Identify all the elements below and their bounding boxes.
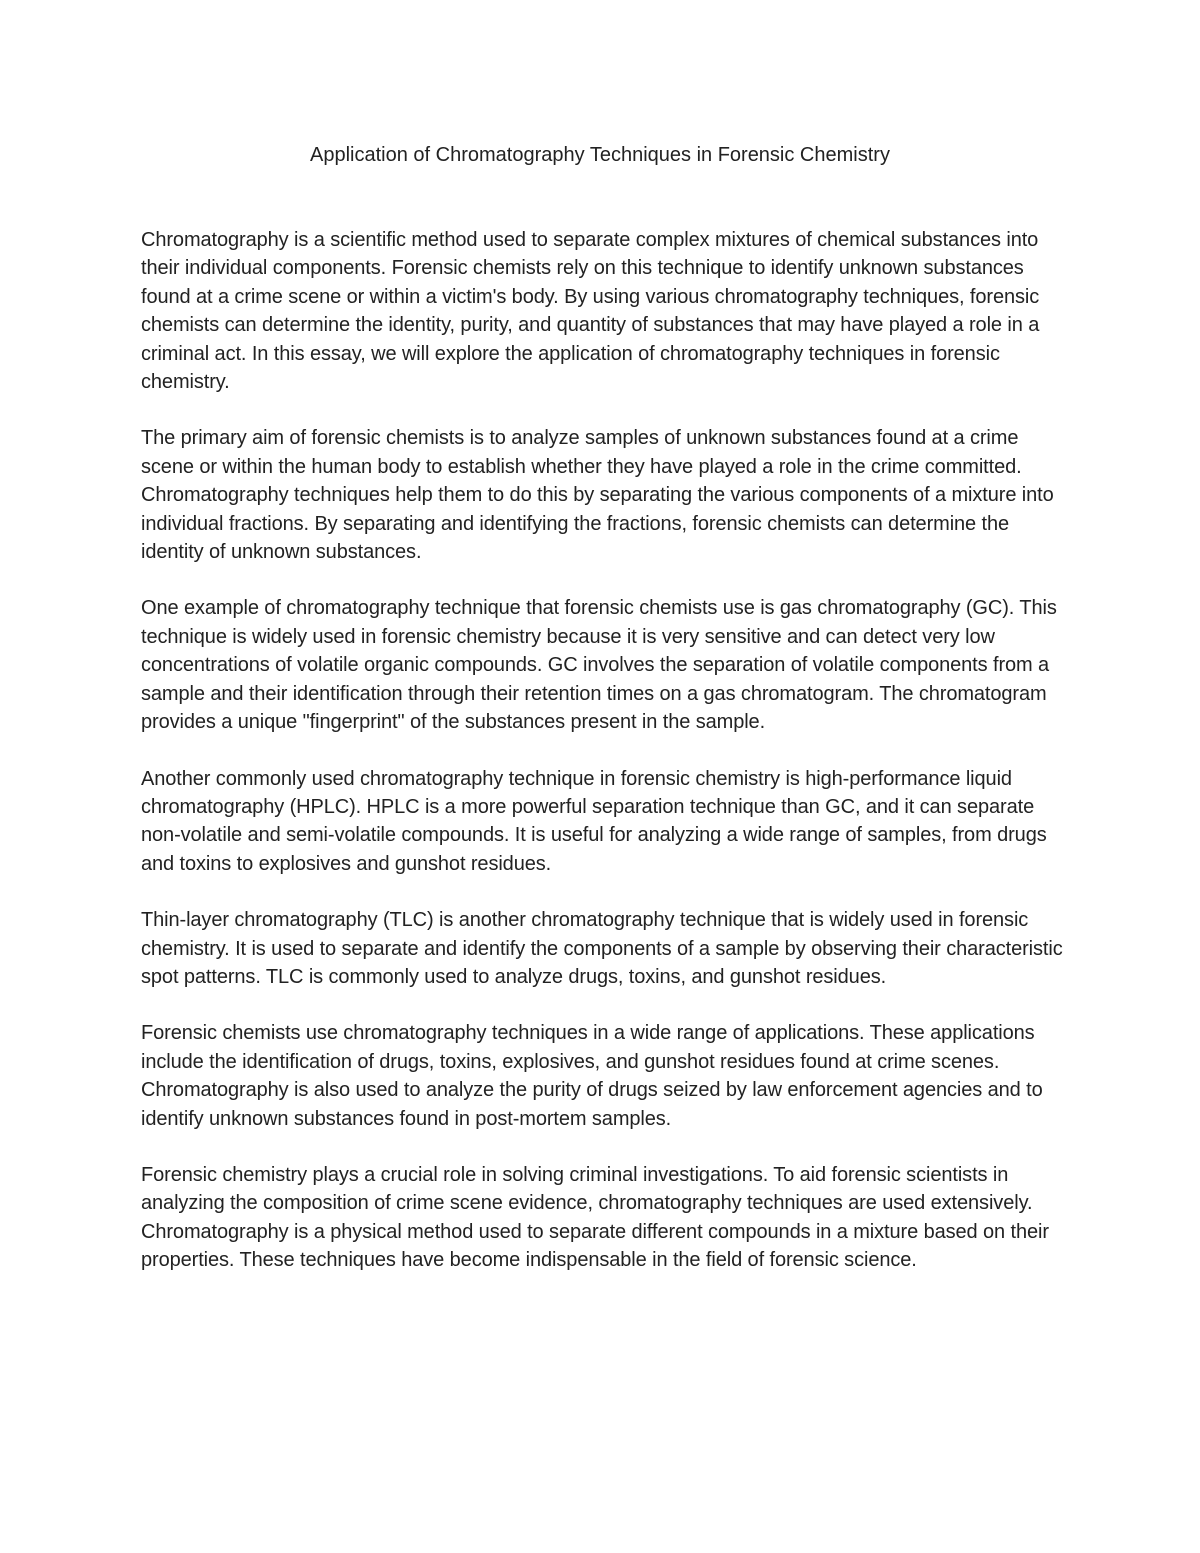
document-body bbox=[141, 226, 1066, 1303]
paragraph-gas-chromatography: One example of chromatography technique that forensic chemists use is gas chromatography (GC). This technique is widely used in forensic chemistry because it is very sensitive and can detect very low concentrations of volatile organic compounds. GC involves the separation of volatile components from a sample and their identification through their retention times on a gas chromatogram. The chromatogram provides a unique "fingerprint" of the substances present in the sample. bbox=[141, 597, 1057, 734]
paragraph-introduction: Chromatography is a scientific method used to separate complex mixtures of chemical substances into their individual components. Forensic chemists rely on this technique to identify unknown substances found at a crime scene or within a victim's body. By using various chromatography techniques, forensic chemists can determine the identity, purity, and quantity of substances that may have played a role in a criminal act. In this essay, we will explore the application of chromatography techniques in forensic chemistry. bbox=[141, 229, 1040, 394]
paragraph-primary-aim: The primary aim of forensic chemists is to analyze samples of unknown substances found at a crime scene or within the human body to establish whether they have played a role in the crime committed. Chromatography techniques help them to do this by separating the various components of a mixture into individual fractions. By separating and identifying the fractions, forensic chemists can determine the identity of unknown substances. bbox=[141, 427, 1054, 564]
document-title: Application of Chromatography Techniques in Forensic Chemistry bbox=[310, 144, 890, 166]
paragraph-applications: Forensic chemists use chromatography techniques in a wide range of applications. These applications include the identification of drugs, toxins, explosives, and gunshot residues found at crime scenes. Chromatography is also used to analyze the purity of drugs seized by law enforcement agencies and to identify unknown substances found in post-mortem samples. bbox=[141, 1022, 1043, 1130]
paragraph-conclusion: Forensic chemistry plays a crucial role in solving criminal investigations. To aid forensic scientists in analyzing the composition of crime scene evidence, chromatography techniques are used extensively. Chromatography is a physical method used to separate different compounds in a mixture based on their properties. These techniques have become indispensable in the field of forensic science. bbox=[141, 1163, 1049, 1272]
paragraph-hplc: Another commonly used chromatography technique in forensic chemistry is high-performance liquid chromatography (HPLC). HPLC is a more powerful separation technique than GC, and it can separate non-volatile and semi-volatile compounds. It is useful for analyzing a wide range of samples, from drugs and toxins to explosives and gunshot residues. bbox=[141, 767, 1047, 875]
paragraph-tlc: Thin-layer chromatography (TLC) is another chromatography technique that is widely used in forensic chemistry. It is used to separate and identify the components of a sample by observing their characteristic spot patterns. TLC is commonly used to analyze drugs, toxins, and gunshot residues. bbox=[141, 909, 1063, 988]
